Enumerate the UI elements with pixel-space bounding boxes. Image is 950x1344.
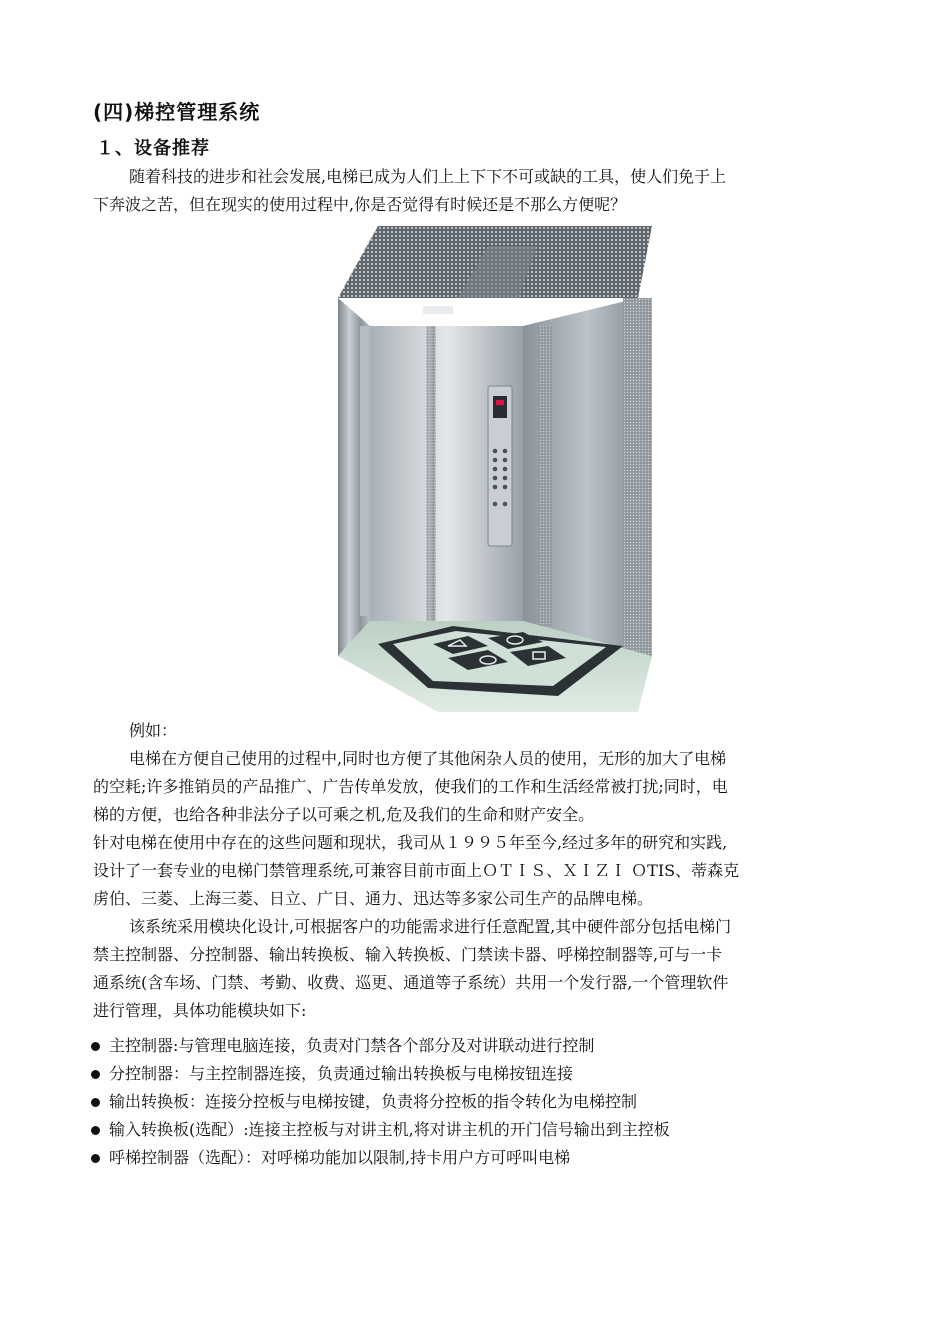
list-item: 分控制器：与主控制器连接，负责通过输出转换板与电梯按钮连接: [109, 1064, 574, 1083]
bullet-dot: [91, 1098, 100, 1107]
section-heading: (四)梯控管理系统: [93, 100, 261, 124]
paragraph2-line-1: 针对电梯在使用中存在的这些问题和现状，我司从１９９５年至今,经过多年的研究和实践,: [93, 833, 728, 852]
list-item: 输出转换板：连接分控板与电梯按键，负责将分控板的指令转化为电梯控制: [109, 1092, 638, 1111]
paragraph3-line-4: 进行管理，具体功能模块如下:: [93, 1001, 307, 1020]
bullet-dot: [91, 1154, 100, 1163]
paragraph3-line-2: 禁主控制器、分控制器、输出转换板、输入转换板、门禁读卡器、呼梯控制器等,可与一卡: [93, 945, 723, 964]
intro-line-2: 下奔波之苦，但在现实的使用过程中,你是否觉得有时候还是不那么方便呢？: [93, 195, 627, 214]
paragraph1-line-3: 梯的方便，也给各种非法分子以可乘之机,危及我们的生命和财产安全。: [93, 805, 595, 824]
example-label: 例如：: [129, 721, 178, 740]
paragraph2-line-3: 虏伯、三菱、上海三菱、日立、广日、通力、迅达等多家公司生产的品牌电梯。: [93, 889, 654, 908]
bullet-dot: [91, 1042, 100, 1051]
bullet-dot: [91, 1126, 100, 1135]
list-item: 输入转换板(选配）:连接主控板与对讲主机,将对讲主机的开门信号输出到主控板: [109, 1120, 670, 1139]
paragraph1-line-1: 电梯在方便自己使用的过程中,同时也方便了其他闲杂人员的使用，无形的加大了电梯: [129, 749, 727, 768]
paragraph1-line-2: 的空耗;许多推销员的产品推广、广告传单发放，使我们的工作和生活经常被打扰;同时，电: [93, 777, 728, 796]
list-item: 呼梯控制器（选配）：对呼梯功能加以限制,持卡用户方可呼叫电梯: [109, 1148, 571, 1167]
subsection-heading: １、设备推荐: [96, 138, 210, 159]
elevator-cabin-image: [338, 226, 652, 712]
paragraph3-line-1: 该系统采用模块化设计,可根据客户的功能需求进行任意配置,其中硬件部分包括电梯门: [129, 917, 732, 936]
bullet-dot: [91, 1070, 100, 1079]
list-item: 主控制器:与管理电脑连接，负责对门禁各个部分及对讲联动进行控制: [109, 1036, 595, 1055]
paragraph2-line-2: 设计了一套专业的电梯门禁管理系统,可兼容目前市面上ＯＴＩＳ、ＸＩＺＩ ＯTIS、蒂森克: [93, 861, 740, 880]
intro-line-1: 随着科技的进步和社会发展,电梯已成为人们上上下下不可或缺的工具，使人们免于上: [129, 167, 727, 186]
paragraph3-line-3: 通系统(含车场、门禁、考勤、收费、巡更、通道等子系统）共用一个发行器,一个管理软件: [93, 973, 729, 992]
